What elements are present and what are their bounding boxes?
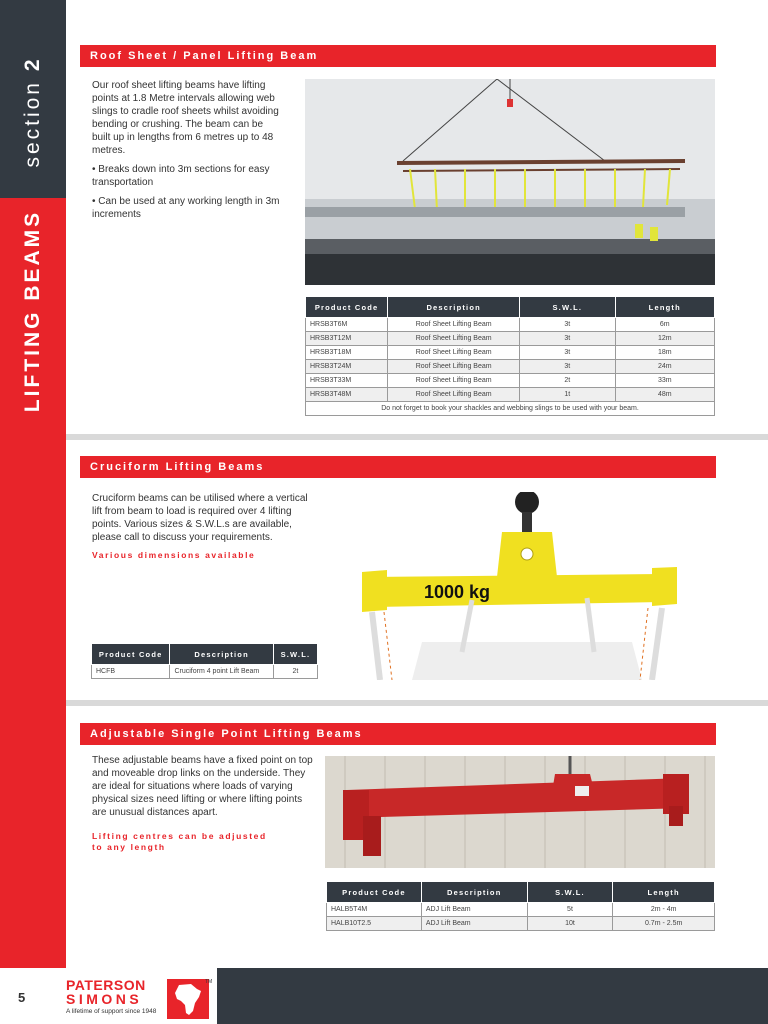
table-row (306, 332, 715, 346)
col-length: Length (613, 882, 715, 903)
africa-logo-icon (167, 979, 209, 1019)
col-description: Description (170, 644, 273, 665)
cell-product-code: HRSB3T12M (306, 332, 388, 346)
table-row (306, 388, 715, 402)
col-product-code: Product Code (92, 644, 170, 665)
cell-swl: 1t (520, 388, 615, 402)
table-header-row (327, 882, 715, 903)
table-note-row (306, 402, 715, 416)
table-note: Do not forget to book your shackles and webbing slings to be used with your beam. (306, 402, 715, 416)
cell-swl: 2t (273, 665, 317, 679)
cell-swl: 3t (520, 360, 615, 374)
cell-product-code: HRSB3T24M (306, 360, 388, 374)
cruciform-beam-photo (332, 492, 715, 680)
cruciform-note: Various dimensions available (92, 550, 256, 560)
adjustable-beam-photo (325, 756, 715, 868)
table-row (306, 346, 715, 360)
cell-description: Cruciform 4 point Lift Beam (170, 665, 273, 679)
cell-product-code: HRSB3T48M (306, 388, 388, 402)
cell-product-code: HALB5T4M (327, 903, 422, 917)
adjustable-section-title: Adjustable Single Point Lifting Beams (80, 723, 716, 745)
section-divider (66, 700, 768, 706)
cell-length: 0.7m - 2.5m (613, 917, 715, 931)
cell-product-code: HRSB3T18M (306, 346, 388, 360)
cell-description: ADJ Lift Beam (421, 903, 527, 917)
cell-swl: 5t (527, 903, 613, 917)
footer-left-panel (0, 968, 66, 1024)
table-row (306, 360, 715, 374)
roof-bullet-working-length: • Can be used at any working length in 3m increments (92, 196, 280, 220)
section-divider (66, 434, 768, 440)
table-header-row (92, 644, 318, 665)
category-label: LIFTING BEAMS (21, 209, 44, 413)
cell-length: 18m (615, 346, 714, 360)
adjustable-product-table (326, 881, 715, 931)
roof-description (92, 79, 282, 227)
cruciform-product-table (91, 643, 318, 679)
col-product-code: Product Code (327, 882, 422, 903)
section-word: section (21, 80, 44, 168)
cell-product-code: HRSB3T33M (306, 374, 388, 388)
table-row (92, 665, 318, 679)
adjustable-note-line1: Lifting centres can be adjusted (92, 831, 267, 841)
cell-swl: 3t (520, 318, 615, 332)
roof-bullet-breakdown: • Breaks down into 3m sections for easy transportation (92, 164, 270, 188)
section-label (19, 49, 47, 175)
adjustable-note (92, 831, 267, 853)
cell-length: 33m (615, 374, 714, 388)
cell-length: 2m - 4m (613, 903, 715, 917)
cell-swl: 3t (520, 346, 615, 360)
col-description: Description (388, 297, 520, 318)
cell-description: ADJ Lift Beam (421, 917, 527, 931)
cell-description: Roof Sheet Lifting Beam (388, 318, 520, 332)
cell-description: Roof Sheet Lifting Beam (388, 346, 520, 360)
cell-swl: 3t (520, 332, 615, 346)
cell-swl: 10t (527, 917, 613, 931)
col-swl: S.W.L. (527, 882, 613, 903)
brand-name-line2: SIMONS (66, 991, 143, 1007)
col-swl: S.W.L. (273, 644, 317, 665)
cell-length: 48m (615, 388, 714, 402)
table-row (327, 917, 715, 931)
roof-section-title: Roof Sheet / Panel Lifting Beam (80, 45, 716, 67)
brand-tagline: A lifetime of support since 1948 (66, 1008, 157, 1015)
col-product-code: Product Code (306, 297, 388, 318)
cell-length: 24m (615, 360, 714, 374)
adjustable-description: These adjustable beams have a fixed point on top and moveable drop links on the underside. They are ideal for situations where loads of varying physical sizes need lifting or where lifting points are unusual distances apart. (92, 755, 313, 818)
cell-length: 12m (615, 332, 714, 346)
brand-name-line1: PATERSON (66, 977, 146, 993)
roof-beam-photo (305, 79, 715, 285)
cell-product-code: HRSB3T6M (306, 318, 388, 332)
cell-product-code: HALB10T2.5 (327, 917, 422, 931)
cell-description: Roof Sheet Lifting Beam (388, 332, 520, 346)
cell-description: Roof Sheet Lifting Beam (388, 388, 520, 402)
roof-product-table (305, 296, 715, 416)
cell-product-code: HCFB (92, 665, 170, 679)
col-description: Description (421, 882, 527, 903)
section-number: 2 (21, 56, 44, 72)
roof-intro: Our roof sheet lifting beams have lifting points at 1.8 Metre intervals allowing web slings to cradle roof sheets whilst avoiding bending or crushing. The beam can be built up in lengths from 6 metres up to 48 metres. (92, 80, 279, 156)
table-row (306, 374, 715, 388)
cruciform-description: Cruciform beams can be utilised where a vertical lift from beam to load is required over 4 lifting points. Various sizes & S.W.L.s are available, please call to discuss your requirements. (92, 493, 308, 543)
cell-description: Roof Sheet Lifting Beam (388, 360, 520, 374)
cell-length: 6m (615, 318, 714, 332)
cruciform-section-title: Cruciform Lifting Beams (80, 456, 716, 478)
col-length: Length (615, 297, 714, 318)
table-row (306, 318, 715, 332)
cell-description: Roof Sheet Lifting Beam (388, 374, 520, 388)
table-row (327, 903, 715, 917)
footer-dark-band (217, 968, 768, 1024)
col-swl: S.W.L. (520, 297, 615, 318)
adjustable-note-line2: to any length (92, 842, 166, 852)
beam-capacity-label: 1000 kg (424, 582, 491, 602)
page-number: 5 (18, 990, 26, 1005)
trademark-mark: TM (205, 979, 213, 985)
table-header-row (306, 297, 715, 318)
cell-swl: 2t (520, 374, 615, 388)
